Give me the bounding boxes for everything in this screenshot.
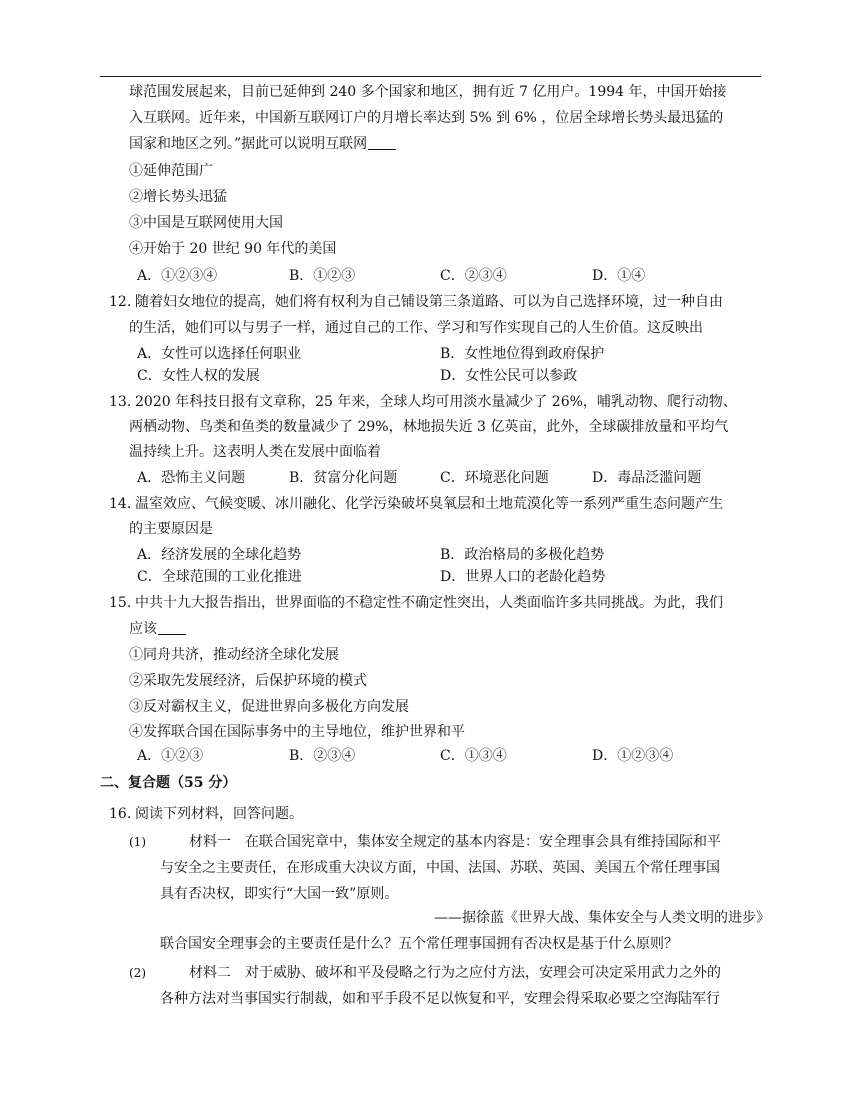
q13-line-2: 两栖动物、鸟类和鱼类的数量减少了 29%，林地损失近 3 亿英亩，此外，全球碳排放量和平均气 (129, 419, 729, 435)
q15-number: 15. (109, 595, 132, 611)
q16-part1-label: (1) (129, 835, 146, 849)
q12-line-2: 的生活，她们可以与男子一样，通过自己的工作、学习和写作实现自己的人生价值。这反映出 (129, 320, 703, 336)
q11-line-3-text: 国家和地区之列。”据此可以说明互联网 (129, 136, 368, 152)
q11-option-b: B．①②③ (289, 268, 356, 284)
q16-part1-source: ——据徐蓝《世界大战、集体安全与人类文明的进步》 (434, 910, 770, 926)
q11-item-2: ②增长势头迅猛 (129, 189, 227, 205)
q11-line-3 (129, 134, 396, 154)
q14-option-b: B．政治格局的多极化趋势 (440, 547, 605, 563)
q16-intro: 阅读下列材料，回答问题。 (135, 806, 303, 822)
q15-item-4: ④发挥联合国在国际事务中的主导地位，维护世界和平 (129, 724, 465, 740)
q15-item-2: ②采取先发展经济，后保护环境的模式 (129, 673, 367, 689)
q14-number: 14. (109, 496, 132, 512)
q14-option-c: C．全球范围的工业化推进 (137, 569, 302, 585)
q13-line-3: 温持续上升。这表明人类在发展中面临着 (129, 444, 381, 460)
q16-part1-line-2: 与安全之主要责任，在形成重大决议方面，中国、法国、苏联、英国、美国五个常任理事国 (160, 860, 720, 876)
q11-item-3: ③中国是互联网使用大国 (129, 215, 283, 231)
q13-line-1: 2020 年科技日报有文章称，25 年来，全球人均可用淡水量减少了 26%，哺乳动物、爬行动物、 (135, 394, 737, 410)
q12-option-c: C．女性人权的发展 (137, 368, 260, 384)
q14-option-a: A．经济发展的全球化趋势 (137, 547, 302, 563)
q13-option-a: A．恐怖主义问题 (137, 470, 246, 486)
q12-option-b: B．女性地位得到政府保护 (440, 346, 605, 362)
q11-option-a: A．①②③④ (137, 268, 218, 284)
q11-option-d: D．①④ (592, 268, 646, 284)
q15-option-a: A．①②③ (137, 748, 204, 764)
section-title: 二、复合题（55 分） (100, 775, 237, 791)
q15-option-c: C．①③④ (440, 748, 507, 764)
q14-line-2: 的主要原因是 (129, 521, 213, 537)
q12-option-d: D．女性公民可以参政 (440, 368, 578, 384)
q15-item-1: ①同舟共济，推动经济全球化发展 (129, 647, 339, 663)
q14-line-1: 温室效应、气候变暖、冰川融化、化学污染破坏臭氧层和土地荒漠化等一系列严重生态问题产生 (135, 496, 723, 512)
q15-line-2 (129, 619, 186, 639)
q13-option-b: B．贫富分化问题 (289, 470, 398, 486)
q16-part2-line-1: 材料二 对于威胁、破坏和平及侵略之行为之应付方法，安理会可决定采用武力之外的 (189, 965, 721, 981)
q15-line-1: 中共十九大报告指出，世界面临的不稳定性不确定性突出，人类面临许多共同挑战。为此，我们 (135, 595, 723, 611)
q13-option-c: C．环境恶化问题 (440, 470, 549, 486)
q12-number: 12. (109, 294, 132, 310)
q11-option-c: C．②③④ (440, 268, 507, 284)
q15-item-3: ③反对霸权主义，促进世界向多极化方向发展 (129, 699, 409, 715)
q16-part1-question: 联合国安全理事会的主要责任是什么？五个常任理事国拥有否决权是基于什么原则？ (160, 936, 678, 952)
q15-option-d: D．①②③④ (592, 748, 674, 764)
q14-option-d: D．世界人口的老龄化趋势 (440, 569, 606, 585)
q16-part2-line-2: 各种方法对当事国实行制裁，如和平手段不足以恢复和平，安理会得采取必要之空海陆军行 (160, 991, 720, 1007)
q16-part1-line-3: 具有否决权，即实行“大国一致”原则。 (160, 886, 399, 902)
q11-item-4: ④开始于 20 世纪 90 年代的美国 (129, 241, 337, 257)
q12-option-a: A．女性可以选择任何职业 (137, 346, 302, 362)
q11-line-2: 入互联网。近年来，中国新互联网订户的月增长率达到 5% 到 6% ，位居全球增长势头最迅猛的 (129, 110, 724, 126)
header-rule (100, 76, 761, 77)
q16-number: 16. (109, 806, 132, 822)
q15-line-2-text: 应该 (129, 621, 157, 637)
q16-part1-line-1: 材料一 在联合国宪章中，集体安全规定的基本内容是：安全理事会具有维持国际和平 (189, 834, 721, 850)
q12-line-1: 随着妇女地位的提高，她们将有权利为自己铺设第三条道路、可以为自己选择环境，过一种自由 (135, 294, 723, 310)
q13-option-d: D．毒品泛滥问题 (592, 470, 702, 486)
q15-option-b: B．②③④ (289, 748, 356, 764)
answer-blank (158, 620, 186, 635)
q11-line-1: 球范围发展起来，目前已延伸到 240 多个国家和地区，拥有近 7 亿用户。1994 年，中国开始接 (129, 84, 727, 100)
q16-part2-label: (2) (129, 966, 146, 980)
q13-number: 13. (109, 394, 132, 410)
q11-item-1: ①延伸范围广 (129, 163, 213, 179)
answer-blank (368, 135, 396, 150)
